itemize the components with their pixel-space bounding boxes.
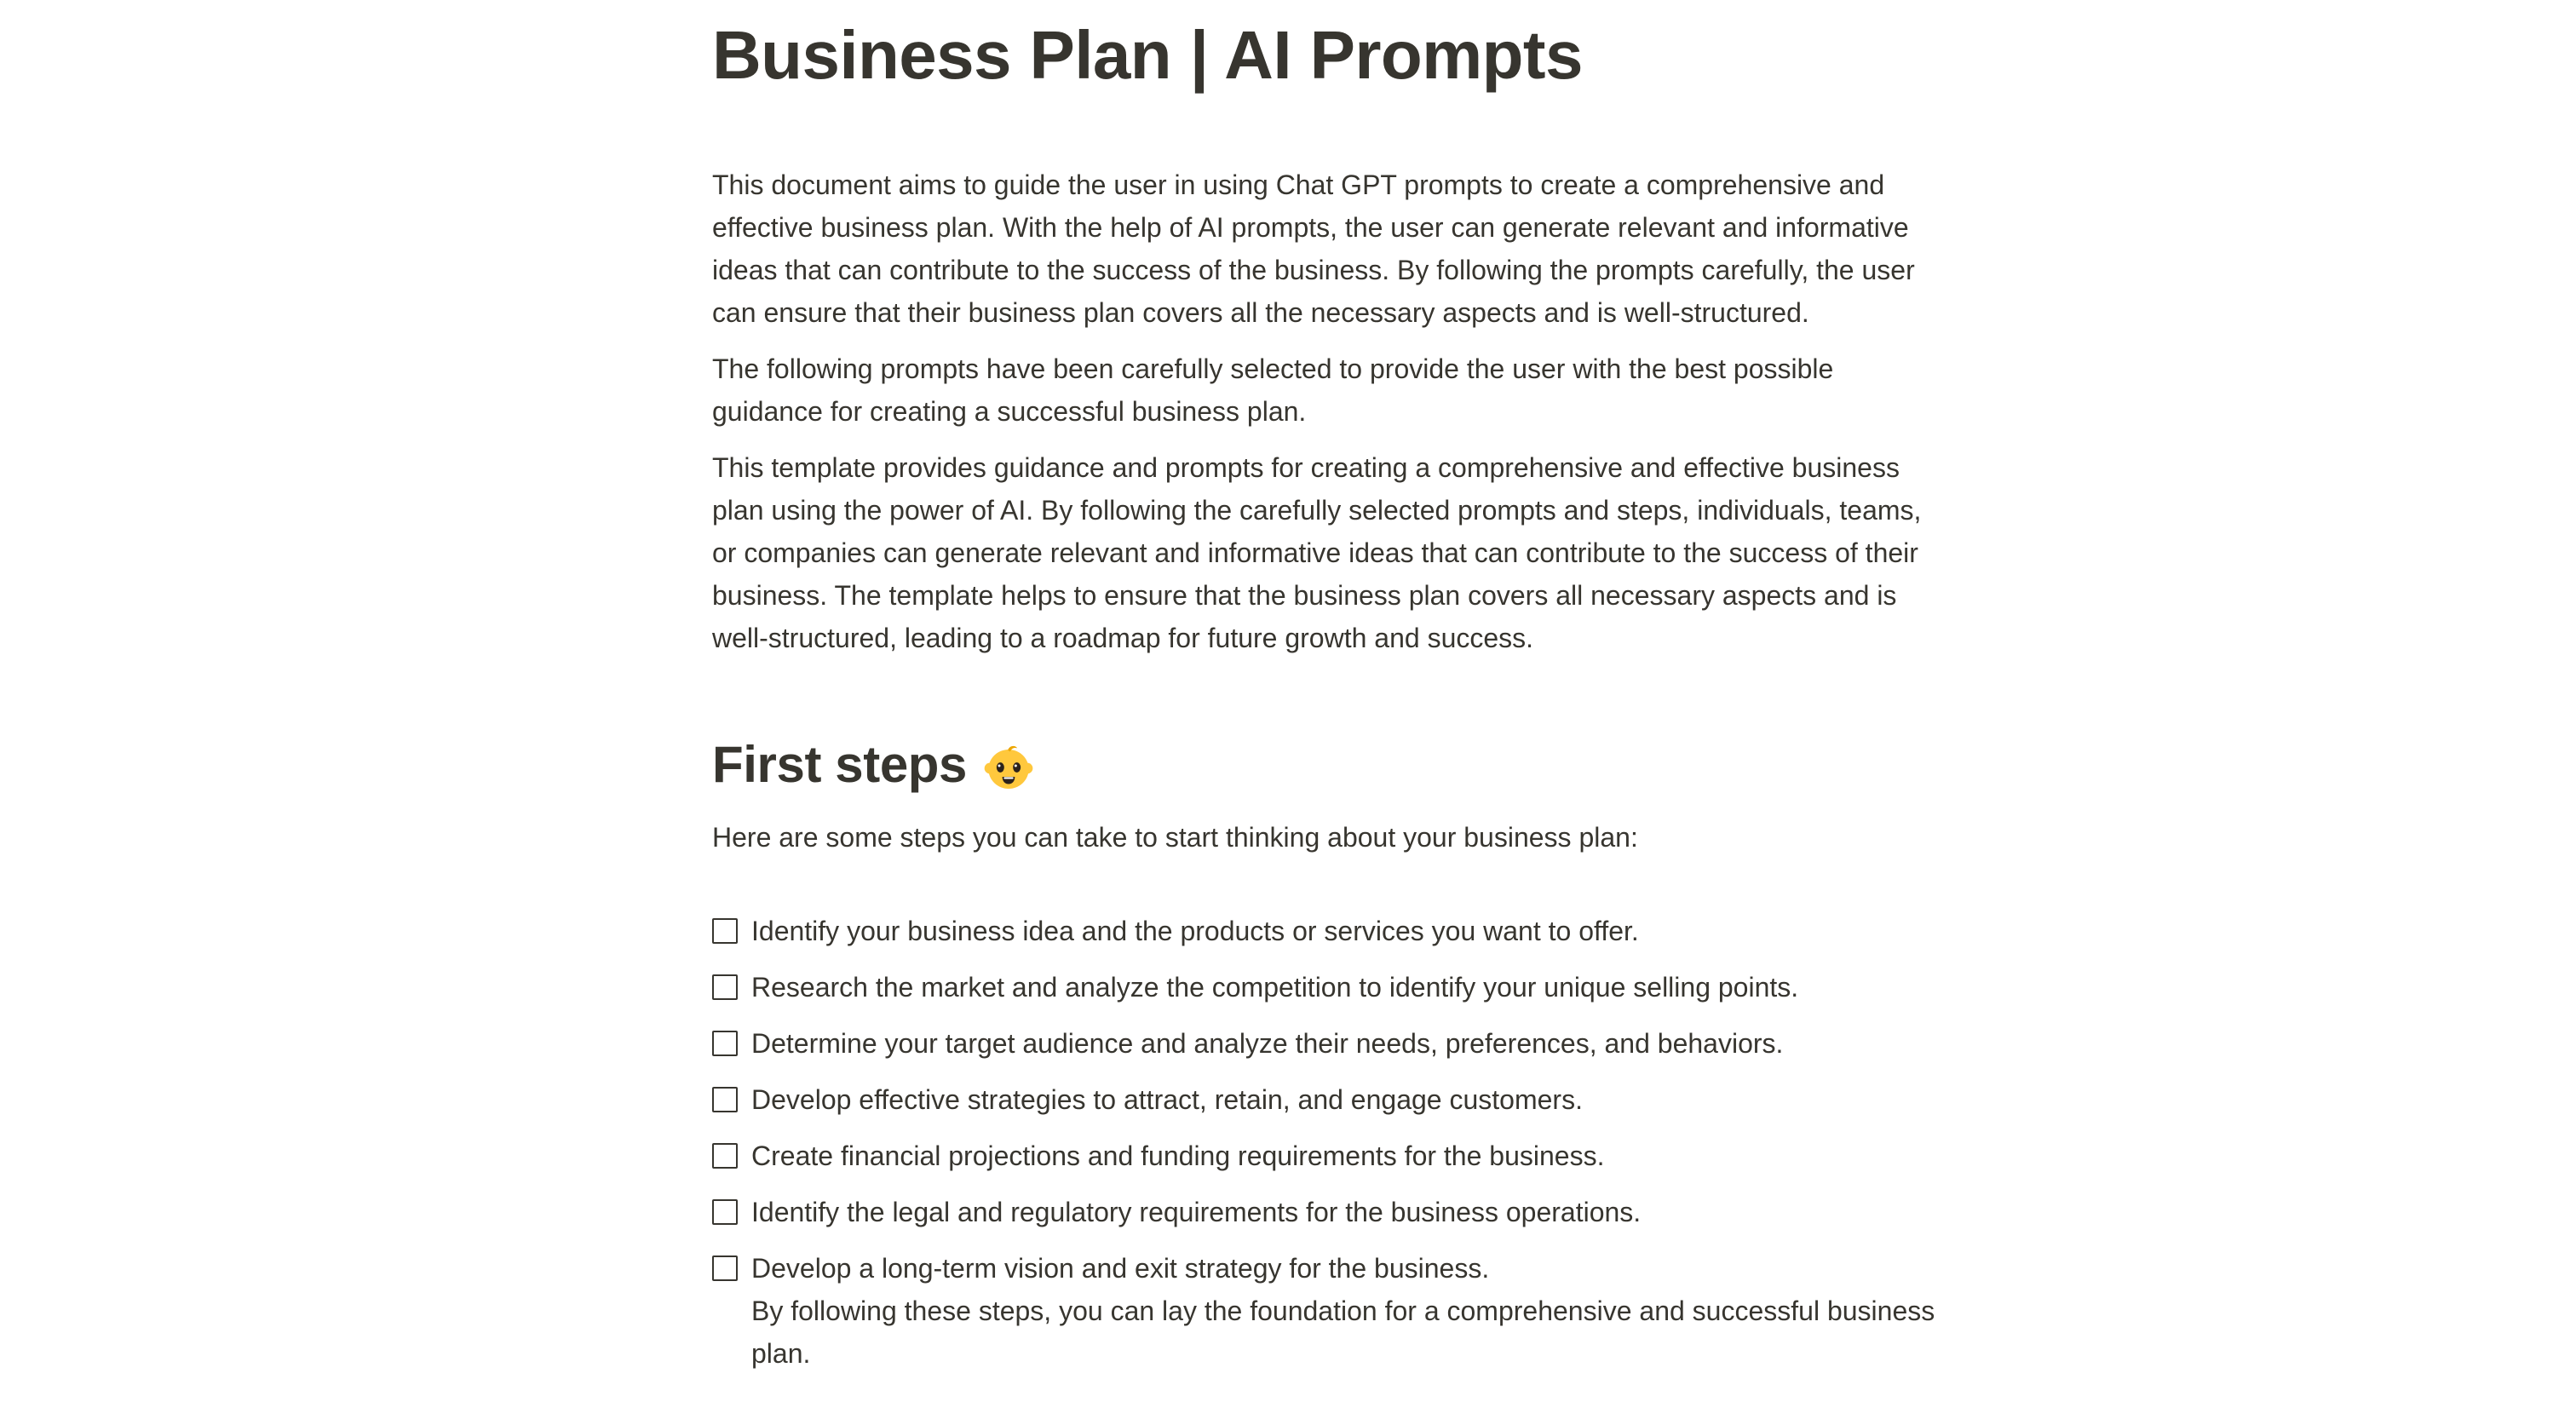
todo-list [712, 911, 1951, 1376]
todo-label: Create financial projections and funding requirements for the business. [751, 1143, 1605, 1172]
section-heading [712, 733, 1951, 799]
todo-checkbox-unchecked[interactable] [712, 1199, 738, 1225]
todo-item[interactable] [712, 1192, 1951, 1235]
section-intro: Here are some steps you can take to start thinking about your business plan: [712, 825, 1638, 853]
todo-checkbox-unchecked[interactable] [712, 974, 738, 1000]
page-title: Business Plan | AI Prompts [712, 19, 1583, 94]
todo-label: Identify your business idea and the products or services you want to offer. [751, 918, 1639, 947]
intro-paragraph-3: This template provides guidance and prompts for creating a comprehensive and effective business plan using the power of AI. By following the carefully selected prompts and steps, individuals, teams, or companies can generate relevant and informative ideas that can contribute to the success of their business. The template helps to ensure that the business plan covers all necessary aspects and is well-structured, leading to a roadmap for future growth and success. [712, 455, 1922, 654]
todo-checkbox-unchecked[interactable] [712, 1087, 738, 1112]
todo-checkbox-unchecked[interactable] [712, 1255, 738, 1281]
todo-item[interactable] [712, 1249, 1951, 1376]
baby-emoji [982, 742, 1033, 793]
section-heading-text: First steps [712, 738, 968, 794]
document [712, 0, 1951, 1376]
todo-item[interactable] [712, 968, 1951, 1010]
todo-label: Develop a long-term vision and exit strategy for the business. [751, 1255, 1490, 1284]
todo-checkbox-unchecked[interactable] [712, 1143, 738, 1169]
todo-checkbox-unchecked[interactable] [712, 1031, 738, 1056]
todo-item[interactable] [712, 1136, 1951, 1179]
todo-checkbox-unchecked[interactable] [712, 918, 738, 944]
todo-label: Develop effective strategies to attract, retain, and engage customers. [751, 1087, 1583, 1116]
todo-label: Identify the legal and regulatory requirements for the business operations. [751, 1199, 1642, 1228]
todo-item[interactable] [712, 911, 1951, 954]
todo-item[interactable] [712, 1080, 1951, 1123]
todo-item[interactable] [712, 1024, 1951, 1066]
intro-paragraph-1: This document aims to guide the user in using Chat GPT prompts to create a comprehensive and effective business plan. With the help of AI prompts, the user can generate relevant and informative ideas that can contribute to the success of the business. By following the prompts carefully, the user can ensure that their business plan covers all the necessary aspects and is well-structured. [712, 172, 1915, 329]
todo-label: Research the market and analyze the competition to identify your unique selling points. [751, 974, 1799, 1003]
todo-label: Determine your target audience and analyze their needs, preferences, and behaviors. [751, 1031, 1784, 1060]
todo-text-group [751, 1249, 1951, 1376]
intro-paragraph-2: The following prompts have been carefully selected to provide the user with the best possible guidance for creating a successful business plan. [712, 356, 1834, 428]
todo-footer-note: By following these steps, you can lay the foundation for a comprehensive and successful business plan. [751, 1298, 1935, 1370]
